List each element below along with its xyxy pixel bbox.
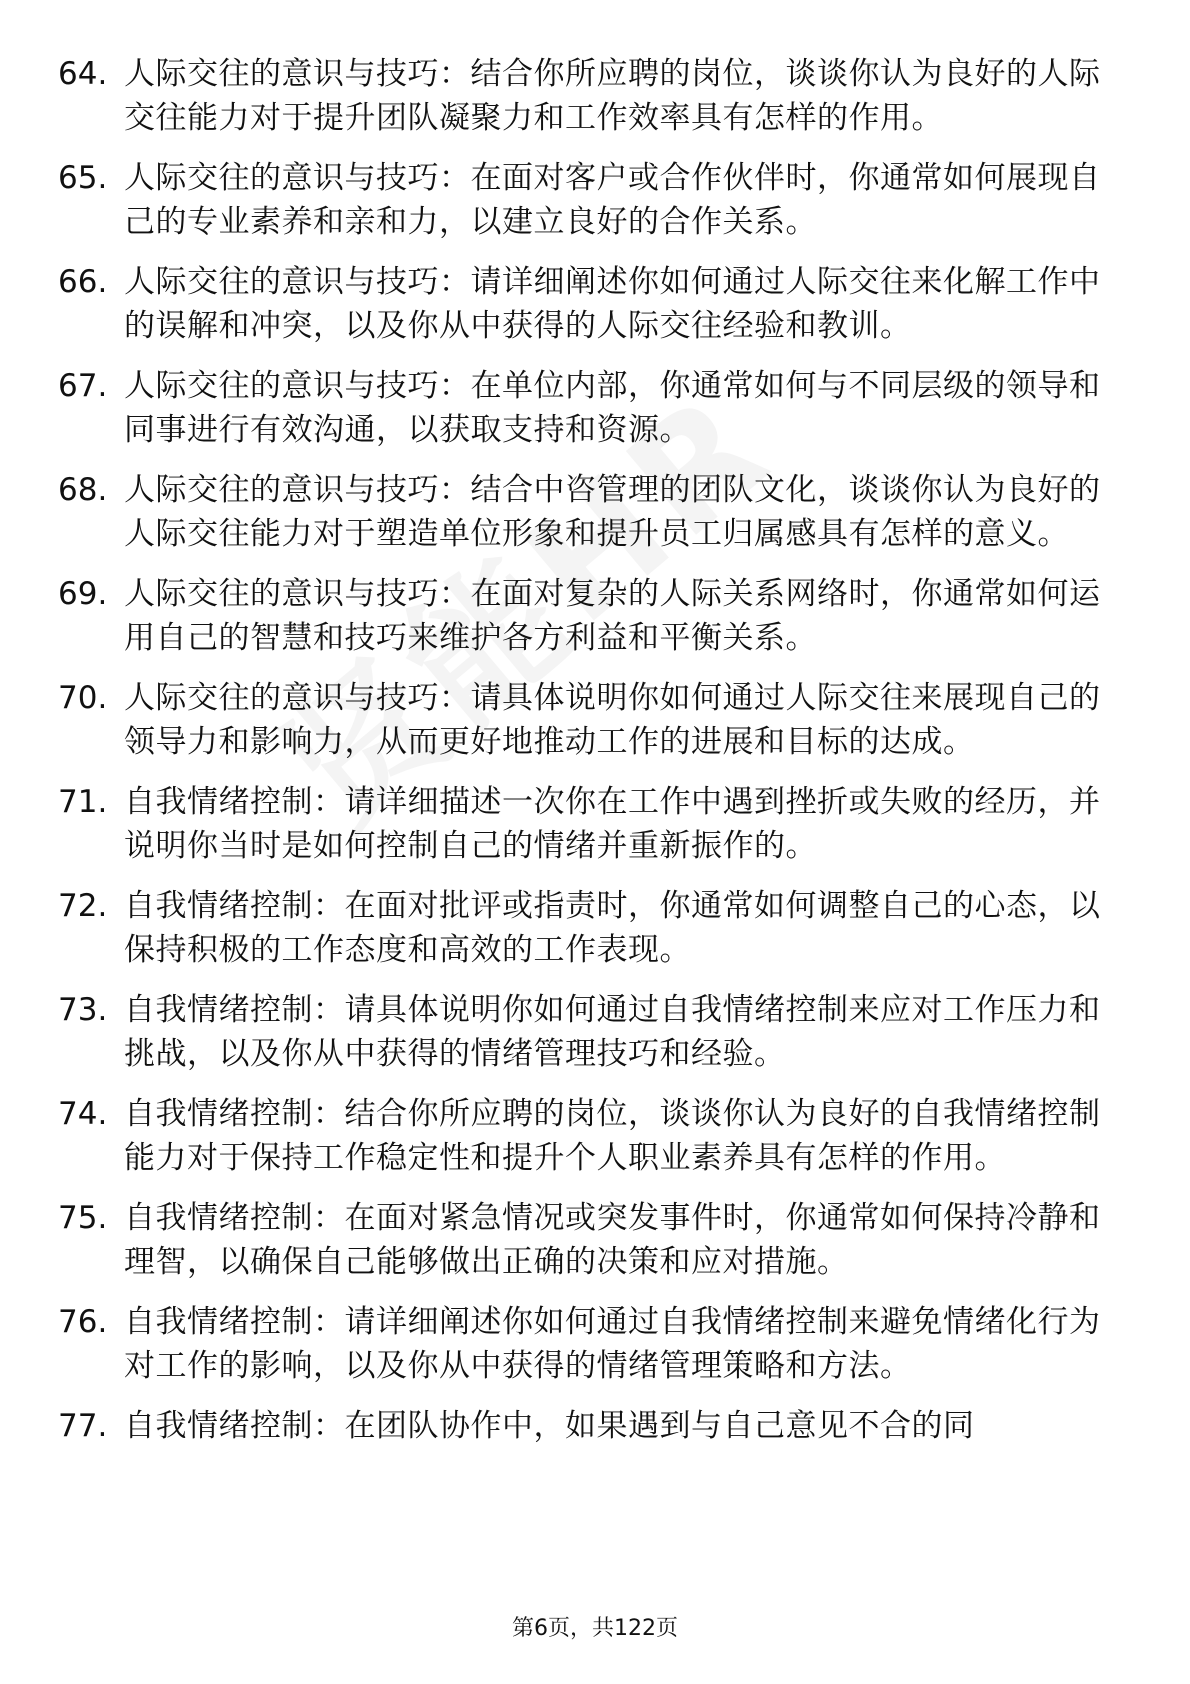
question-number: 75. — [58, 1200, 108, 1236]
question-number: 66. — [58, 264, 108, 300]
question-number: 70. — [58, 680, 108, 716]
question-list — [58, 52, 1128, 1464]
question-text: 自我情绪控制：请详细描述一次你在工作中遇到挫折或失败的经历，并说明你当时是如何控制自己的情绪并重新振作的。 — [124, 784, 1101, 864]
question-text: 自我情绪控制：在面对批评或指责时，你通常如何调整自己的心态，以保持积极的工作态度和高效的工作表现。 — [124, 888, 1101, 968]
question-text: 自我情绪控制：请具体说明你如何通过自我情绪控制来应对工作压力和挑战，以及你从中获得的情绪管理技巧和经验。 — [124, 992, 1101, 1072]
question-number: 74. — [58, 1096, 108, 1132]
question-item — [58, 1092, 1128, 1180]
question-text: 自我情绪控制：在面对紧急情况或突发事件时，你通常如何保持冷静和理智，以确保自己能够做出正确的决策和应对措施。 — [124, 1200, 1101, 1280]
question-number: 67. — [58, 368, 108, 404]
question-number: 72. — [58, 888, 108, 924]
question-item — [58, 52, 1128, 140]
question-number: 65. — [58, 160, 108, 196]
question-item — [58, 988, 1128, 1076]
question-text: 人际交往的意识与技巧：结合你所应聘的岗位，谈谈你认为良好的人际交往能力对于提升团队凝聚力和工作效率具有怎样的作用。 — [124, 56, 1101, 136]
question-number: 71. — [58, 784, 108, 820]
question-number: 76. — [58, 1304, 108, 1340]
question-item — [58, 260, 1128, 348]
question-number: 69. — [58, 576, 108, 612]
question-text: 人际交往的意识与技巧：请具体说明你如何通过人际交往来展现自己的领导力和影响力，从而更好地推动工作的进展和目标的达成。 — [124, 680, 1101, 760]
question-number: 64. — [58, 56, 108, 92]
question-text: 自我情绪控制：请详细阐述你如何通过自我情绪控制来避免情绪化行为对工作的影响，以及你从中获得的情绪管理策略和方法。 — [124, 1304, 1101, 1384]
question-item — [58, 676, 1128, 764]
question-text: 人际交往的意识与技巧：结合中咨管理的团队文化，谈谈你认为良好的人际交往能力对于塑造单位形象和提升员工归属感具有怎样的意义。 — [124, 472, 1101, 552]
question-number: 77. — [58, 1408, 108, 1444]
question-item — [58, 156, 1128, 244]
question-item — [58, 884, 1128, 972]
question-text: 自我情绪控制：结合你所应聘的岗位，谈谈你认为良好的自我情绪控制能力对于保持工作稳定性和提升个人职业素养具有怎样的作用。 — [124, 1096, 1101, 1176]
question-number: 73. — [58, 992, 108, 1028]
question-item — [58, 468, 1128, 556]
question-text: 人际交往的意识与技巧：请详细阐述你如何通过人际交往来化解工作中的误解和冲突，以及你从中获得的人际交往经验和教训。 — [124, 264, 1101, 344]
question-item — [58, 572, 1128, 660]
question-text: 人际交往的意识与技巧：在面对客户或合作伙伴时，你通常如何展现自己的专业素养和亲和力，以建立良好的合作关系。 — [124, 160, 1101, 240]
question-item — [58, 1196, 1128, 1284]
question-text: 人际交往的意识与技巧：在面对复杂的人际关系网络时，你通常如何运用自己的智慧和技巧来维护各方利益和平衡关系。 — [124, 576, 1101, 656]
question-item — [58, 1300, 1128, 1388]
question-item — [58, 1404, 1128, 1448]
question-item — [58, 780, 1128, 868]
question-text: 人际交往的意识与技巧：在单位内部，你通常如何与不同层级的领导和同事进行有效沟通，以获取支持和资源。 — [124, 368, 1101, 448]
question-text: 自我情绪控制：在团队协作中，如果遇到与自己意见不合的同 — [124, 1408, 975, 1444]
page-number: 第6页，共122页 — [512, 1616, 678, 1641]
question-item — [58, 364, 1128, 452]
question-number: 68. — [58, 472, 108, 508]
